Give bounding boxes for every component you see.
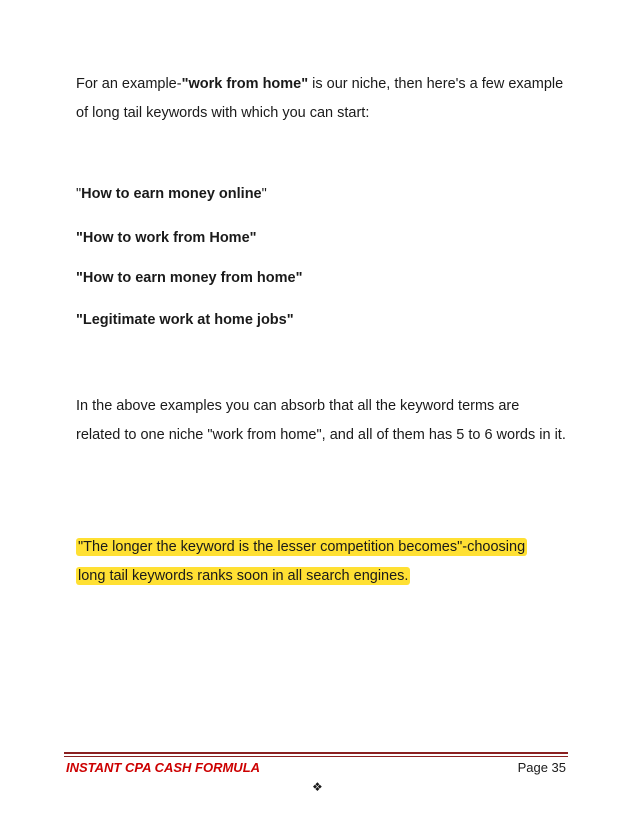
highlight-line-2: long tail keywords ranks soon in all search engines. [78,568,409,584]
intro-prefix: For an example- [76,76,182,92]
diamond-bullet-icon: ❖ [312,780,323,794]
footer-rule-thin [64,756,568,757]
intro-paragraph [76,70,566,128]
explanation-paragraph: In the above examples you can absorb that all the keyword terms are related to one niche "work from home", and all of them has 5 to 6 words in it. [76,398,566,443]
footer-rule-thick [64,752,568,754]
keyword-2: "How to work from Home" [76,230,257,246]
keyword-4: "Legitimate work at home jobs" [76,312,294,328]
keyword-1: "How to earn money online" [76,186,267,202]
intro-niche: "work from home" [181,76,309,92]
intro-suffix: is our niche, then here's a few example of long tail keywords with which you can start: [76,76,564,121]
keyword-3: "How to earn money from home" [76,270,303,286]
highlight-line-1: "The longer the keyword is the lesser competition becomes"-choosing [78,539,526,555]
footer-title: INSTANT CPA CASH FORMULA [66,760,261,775]
page-number: Page 35 [517,760,566,775]
